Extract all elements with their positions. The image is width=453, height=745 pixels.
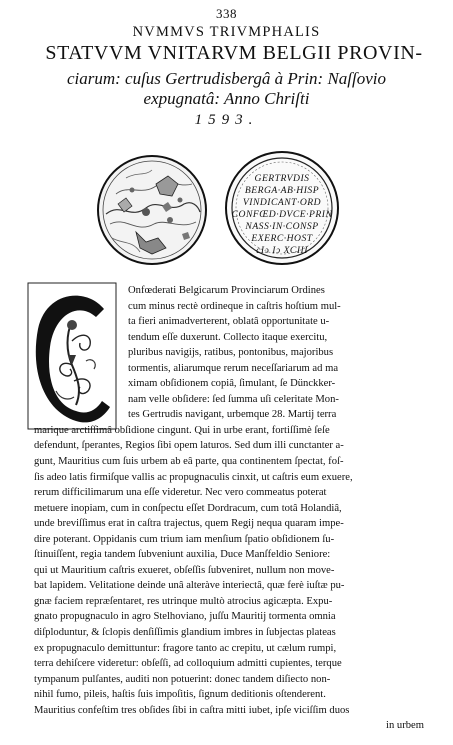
title-line-1: NVMMVS TRIVMPHALIS	[132, 24, 321, 40]
text-line: pluribus navigijs, ratibus, pontonibus, majoribus	[128, 347, 334, 359]
inscription-line: NASS·IN·CONSP	[245, 221, 319, 232]
text-line: ſtinuiſſent, regia tandem ſubveniunt auxilia, Duce Manſfeldio Seniore:	[34, 549, 331, 561]
coin-inscription	[226, 173, 338, 257]
text-line: Mauritius confeſtim tres obſides ſibi in caſtra mitti iubet, ipſe viciſſim duos	[34, 704, 350, 716]
inscription-line: CONFŒD·DVCE·PRIN	[231, 209, 333, 220]
subtitle-line-2: expugnatâ: Anno Chriſti	[143, 89, 310, 108]
text-line: cum minus rectè ordineque in caſtris hoſtium mul-	[128, 300, 341, 312]
body-paragraph	[34, 283, 424, 734]
text-line: ta fieri animadverterent, oblatâ opportunitate u-	[128, 316, 330, 328]
text-line: in urbem	[386, 720, 424, 732]
coin-obverse-siege-map	[96, 154, 208, 266]
inscription-line: BERGA·AB·HISP	[244, 185, 320, 196]
text-line: marique arctiſſimâ obſidione cingunt. Qui in urbe erant, fortiſſimè ſeſe	[34, 424, 330, 436]
text-line: terra dehiſcere videretur: obſeſſi, ad colloquium admitti cupientes, terque	[34, 658, 342, 670]
inscription-line: EXERC·HOST	[251, 233, 313, 244]
page-number: 338	[216, 6, 237, 21]
text-line: dire poterant. Oppidanis cum trium iam menſium ſpatio obſidionem ſu-	[34, 533, 335, 545]
text-line: ximam obſidionem copiâ, ſimulant, ſe Dünckker-	[128, 378, 336, 390]
text-line: diſploduntur, & ſclopis denſiſſimis glandium imbres in ſubjectas plateas	[34, 627, 336, 639]
text-line: tes Gertrudis navigant, urbemque 28. Martij terra	[128, 409, 337, 421]
year-line: 1593.	[194, 112, 259, 128]
text-line: gunt, Mauritius cum ſuis urbem ab eâ parte, qua continentem ſpectat, foſ-	[34, 456, 344, 468]
inscription-line: GERTRVDIS	[254, 173, 310, 184]
text-line: Onfœderati Belgicarum Provinciarum Ordines	[128, 285, 325, 296]
text-line: nam velle obſidere: ſed ſumma uſi celeritate Mon-	[128, 393, 339, 405]
text-line: metuere inopiam, cum in conſpectu eſſet Dordracum, cum totâ Holandiâ,	[34, 502, 342, 514]
subtitle-line-1: ciarum: cuſus Gertrudisbergâ à Prin: Naſſovio	[66, 69, 387, 88]
text-line: qui ut Mauritium caſtris exueret, obſeſſis ſubveniret, nullum non move-	[34, 564, 335, 576]
text-line: ſis adeo latis firmiſque vallis ac propugnaculis cinxit, ut caſtris eum exuere,	[34, 471, 353, 483]
text-line: bat lapidem. Velitatione deinde unâ alteràve interiectâ, quæ ferè iuſtæ pu-	[34, 580, 345, 592]
text-line: nihil fumo, pileis, haſtis ſuis impoſitis, ſignum deditionis oſtenderent.	[34, 689, 326, 701]
text-line: gnæ faciem repræſentaret, res utrinque multò atrocius agicæpta. Expu-	[34, 595, 333, 607]
text-line: tendum eſſe duxerunt. Collecto itaque exercitu,	[128, 331, 328, 343]
inscription-line: cIↄ Iↄ XCIII	[256, 245, 308, 256]
text-line: tympanum pulſantes, auditi non potuerint: donec tandem diſiecto non-	[34, 673, 331, 685]
text-line: ex propugnaculo demittuntur: fragore tanto ac crepitu, ut cælum rumpi,	[34, 642, 337, 654]
text-line: defendunt, ſperantes, Regios ſibi opem laturos. Sed dum illi cunctanter a-	[34, 440, 344, 452]
text-line: tormentis, aliarumque rerum neceſſariarum ad ma	[128, 362, 339, 374]
text-line: gnato propugnaculo in agro Stelhoviano, juſſu Mauritij tormenta omnia	[34, 611, 336, 623]
title-line-2: STATVVM VNITARVM BELGII PROVIN-	[45, 42, 423, 64]
inscription-line: VINDICANT·ORD	[242, 197, 322, 208]
text-line: unde breviſſimus erat in caſtra trajectus, quem Regij nequa quaram impe-	[34, 518, 344, 530]
text-line: rerum difficilimarum una eſſe videretur. Nec vero commeatus poterat	[34, 487, 327, 499]
